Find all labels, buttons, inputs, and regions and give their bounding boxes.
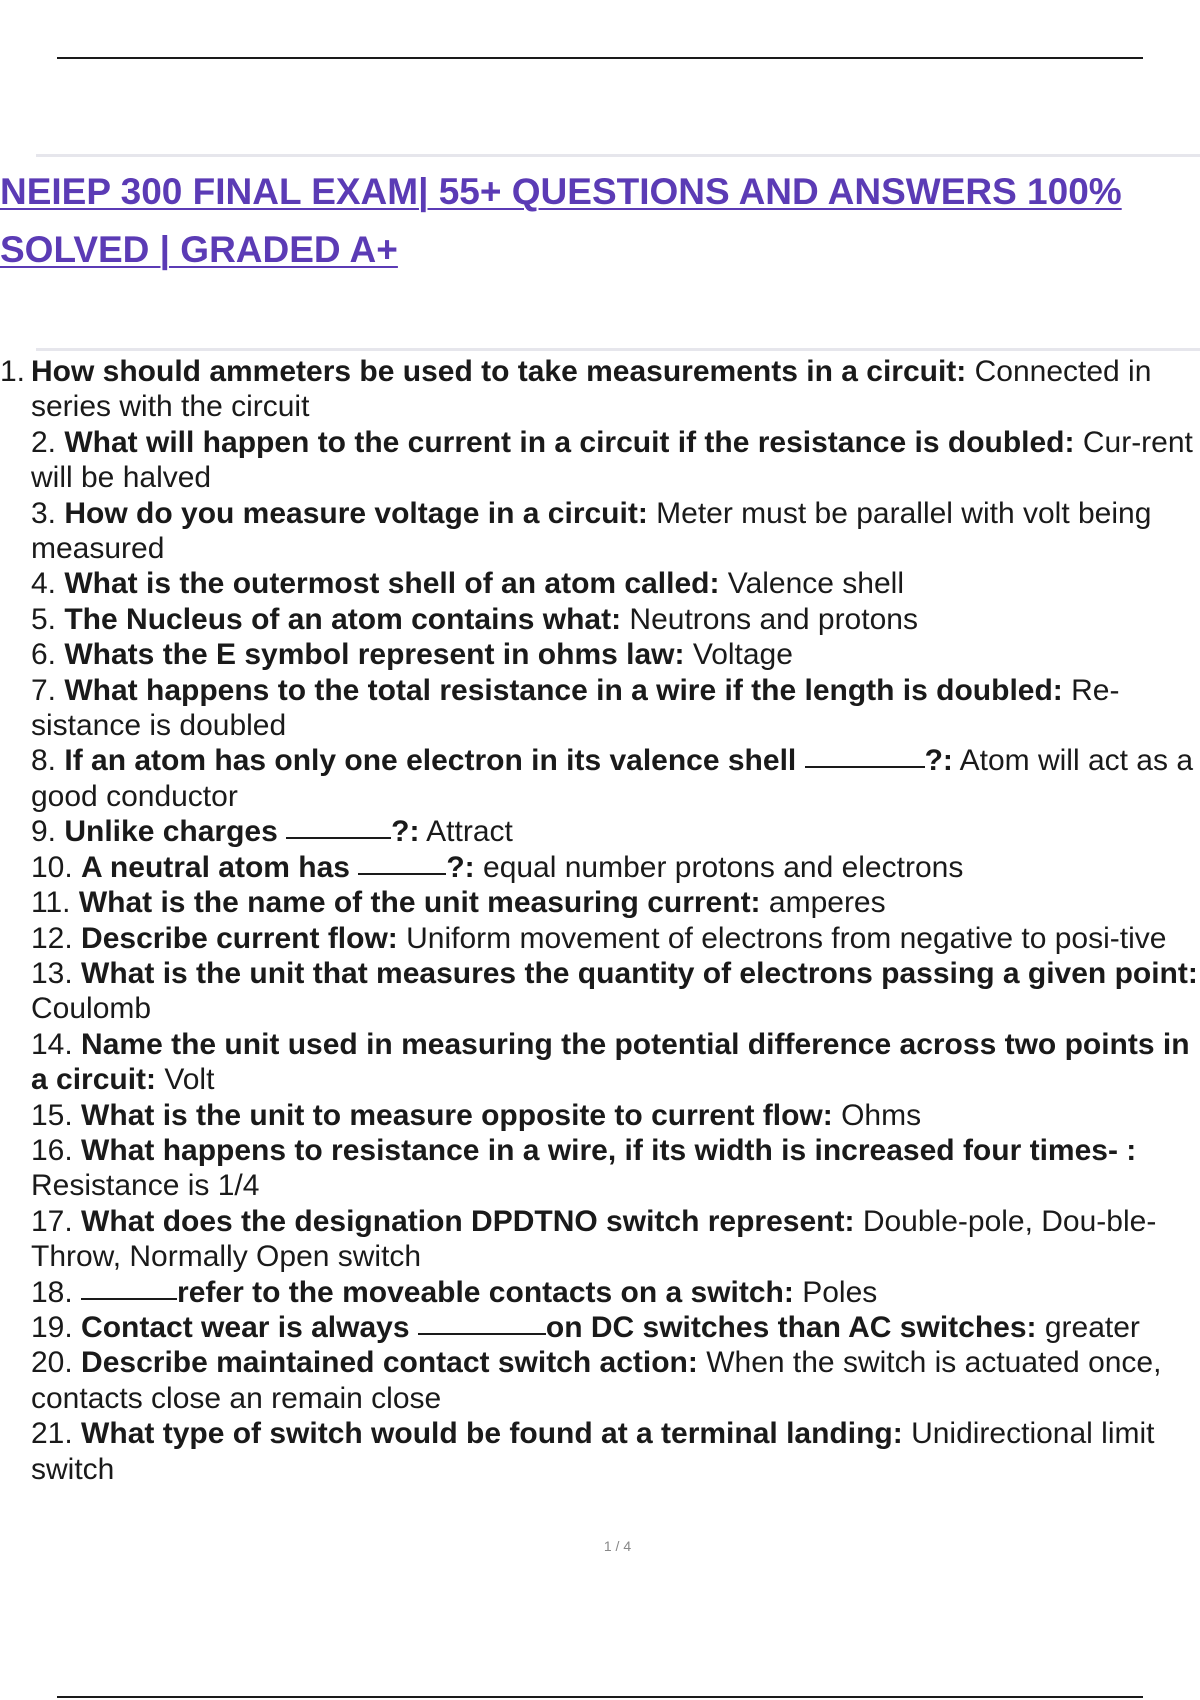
item-number: 16. (31, 1133, 82, 1167)
top-divider (57, 57, 1143, 59)
qa-item (0, 1133, 1200, 1204)
question-text: How do you measure voltage in a circuit: (64, 496, 648, 530)
question-text: Describe maintained contact switch action: (81, 1346, 698, 1380)
question-text-suffix: ?: (391, 815, 420, 849)
question-text: What happens to the total resistance in a wire if the length is doubled: (64, 673, 1063, 707)
qa-item (0, 425, 1200, 496)
answer-text: When the switch is actuated once, contacts close an remain close (31, 1346, 1162, 1415)
answer-text: Meter must be parallel with volt being measured (31, 496, 1152, 566)
item-number: 7. (31, 673, 65, 707)
answer-text: Neutrons and protons (621, 602, 918, 636)
page-indicator: 1 / 4 (603, 1538, 632, 1554)
answer-text: Valence shell (719, 567, 905, 601)
answer-text: Voltage (684, 638, 793, 672)
answer-text: Resistance is 1/4 (31, 1169, 260, 1203)
bottom-divider (57, 1696, 1143, 1698)
answer-text: Volt (156, 1063, 215, 1097)
question-text-suffix: ?: (446, 850, 475, 884)
question-text: The Nucleus of an atom contains what: (64, 602, 622, 636)
item-number: 3. (31, 496, 65, 530)
item-number: 10. (31, 850, 82, 884)
fill-in-blank (805, 766, 925, 768)
question-text: What is the name of the unit measuring current: (78, 886, 761, 920)
question-text: If an atom has only one electron in its valence shell (64, 744, 797, 778)
answer-text: equal number protons and electrons (474, 850, 964, 884)
item-number: 2. (31, 425, 65, 459)
question-text: Contact wear is always (81, 1310, 410, 1344)
title-bottom-rule (36, 348, 1200, 351)
answer-text: Uniform movement of electrons from negative to posi-tive (397, 921, 1167, 955)
question-text: What will happen to the current in a circuit if the resistance is doubled: (64, 425, 1075, 459)
qa-item (0, 637, 1200, 672)
qa-item (0, 1345, 1200, 1416)
item-number: 17. (31, 1204, 82, 1238)
question-text-suffix: refer to the moveable contacts on a switch: (177, 1275, 794, 1309)
item-number: 6. (31, 638, 65, 672)
item-number: 14. (31, 1027, 82, 1061)
item-number: 15. (31, 1098, 82, 1132)
question-text: Whats the E symbol represent in ohms law: (64, 638, 685, 672)
fill-in-blank (286, 837, 391, 839)
qa-item (0, 1310, 1200, 1345)
qa-item (0, 566, 1200, 601)
question-text: What is the unit that measures the quantity of electrons passing a given point: (81, 956, 1198, 990)
question-text: What is the unit to measure opposite to current flow: (81, 1098, 833, 1132)
item-number: 20. (31, 1346, 82, 1380)
question-text-suffix: on DC switches than AC switches: (545, 1310, 1037, 1344)
qa-item (0, 1416, 1200, 1487)
qa-list (0, 354, 1200, 1487)
answer-text: Unidirectional limit switch (31, 1417, 1155, 1486)
question-text-suffix: ?: (924, 744, 953, 778)
qa-item (0, 354, 1200, 425)
title-line-1: NEIEP 300 FINAL EXAM| 55+ QUESTIONS AND ANSWERS 100% (0, 171, 1122, 212)
item-number: 1. (0, 355, 26, 388)
qa-item (0, 602, 1200, 637)
item-number: 4. (31, 567, 65, 601)
item-number: 5. (31, 602, 65, 636)
question-text: How should ammeters be used to take measurements in a circuit: (31, 355, 967, 388)
answer-text: greater (1036, 1310, 1140, 1344)
item-number: 18. (31, 1275, 82, 1309)
question-text: Unlike charges (64, 815, 278, 849)
item-number: 21. (31, 1417, 82, 1451)
item-number: 13. (31, 956, 82, 990)
item-number: 9. (31, 815, 65, 849)
item-number: 11. (31, 886, 79, 920)
answer-text: Ohms (832, 1098, 922, 1132)
answer-text: Poles (793, 1275, 878, 1309)
answer-text: amperes (760, 886, 886, 920)
qa-item (0, 1275, 1200, 1310)
qa-item (0, 814, 1200, 849)
qa-item (0, 956, 1200, 1027)
answer-text: Cur-rent will be halved (31, 425, 1193, 495)
qa-item (0, 1098, 1200, 1133)
fill-in-blank (418, 1333, 546, 1335)
qa-item (0, 1204, 1200, 1275)
answer-text: Connected in series with the circuit (31, 355, 1152, 424)
answer-text: Re-sistance is doubled (31, 673, 1120, 743)
item-number: 12. (31, 921, 82, 955)
qa-item (0, 1027, 1200, 1098)
item-number: 19. (31, 1310, 82, 1344)
answer-text: Atom will act as a good conductor (31, 744, 1194, 813)
question-text: Name the unit used in measuring the potential difference across two points in a circuit: (31, 1027, 1190, 1097)
question-text: What does the designation DPDTNO switch represent: (81, 1204, 855, 1238)
qa-item (0, 673, 1200, 744)
question-text: What is the outermost shell of an atom called: (64, 567, 720, 601)
qa-item (0, 850, 1200, 885)
item-number: 8. (31, 744, 65, 778)
qa-item (0, 921, 1200, 956)
answer-text: Attract (419, 815, 513, 849)
answer-text: Double-pole, Dou-ble-Throw, Normally Open switch (31, 1204, 1157, 1274)
qa-item (0, 743, 1200, 814)
fill-in-blank (81, 1298, 177, 1300)
document-title (0, 163, 1200, 279)
question-text: A neutral atom has (81, 850, 350, 884)
qa-item (0, 496, 1200, 567)
question-text: Describe current flow: (81, 921, 398, 955)
title-top-rule (36, 154, 1200, 157)
answer-text: Coulomb (31, 992, 152, 1026)
qa-item (0, 885, 1200, 920)
title-line-2: SOLVED | GRADED A+ (0, 229, 398, 270)
fill-in-blank (358, 873, 446, 875)
question-text: What happens to resistance in a wire, if its width is increased four times- : (81, 1133, 1137, 1167)
question-text: What type of switch would be found at a terminal landing: (81, 1417, 903, 1451)
